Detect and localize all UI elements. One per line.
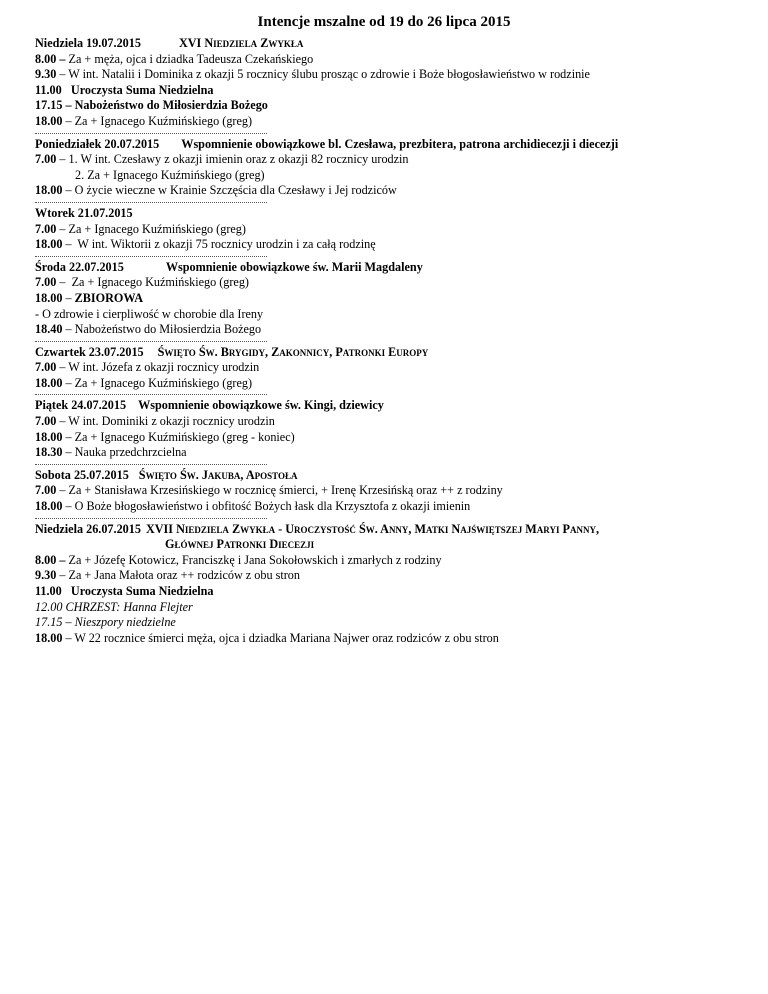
intention-line: 18.00 – O Boże błogosławieństwo i obfitość Bożych łask dla Krzysztofa z okazji imienin bbox=[35, 499, 471, 514]
separator bbox=[35, 394, 267, 395]
intention-line: 18.00 – W int. Wiktorii z okazji 75 rocznicy urodzin i za całą rodzinę bbox=[35, 237, 376, 252]
day-feast: Święto Św. Brygidy, Zakonnicy, Patronki Europy bbox=[157, 344, 429, 359]
day-date: Sobota 25.07.2015 bbox=[35, 467, 129, 482]
day-feast: Wspomnienie obowiązkowe św. Kingi, dziewicy bbox=[138, 398, 384, 413]
separator bbox=[35, 341, 267, 342]
day-date: Piątek 24.07.2015 bbox=[35, 398, 127, 413]
intention-line: 8.00 – Za + Józefę Kotowicz, Franciszkę i Jana Sokołowskich i zmarłych z rodziny bbox=[35, 552, 442, 567]
separator bbox=[35, 202, 267, 203]
intention-line: 18.00 – Za + Ignacego Kuźmińskiego (greg - koniec) bbox=[35, 429, 295, 444]
intention-line: 18.00 – ZBIOROWA bbox=[35, 290, 144, 305]
intention-line: 2. Za + Ignacego Kuźmińskiego (greg) bbox=[75, 167, 265, 182]
day-feast: XVI Niedziela Zwykła bbox=[178, 36, 304, 50]
day-header-tue21: Wtorek 21.07.2015 bbox=[35, 205, 133, 220]
intention-line: 11.00 Uroczysta Suma Niedzielna bbox=[35, 584, 214, 598]
day-date: Środa 22.07.2015 bbox=[35, 259, 124, 274]
intention-line: 9.30 – W int. Natalii i Dominika z okazji 5 rocznicy ślubu prosząc o zdrowie i Boże błogosławieństwo w rodzinie bbox=[35, 67, 590, 82]
day-header-mon20 bbox=[35, 137, 745, 153]
intention-line: 18.00 – W 22 rocznice śmierci męża, ojca i dziadka Mariana Najwer oraz rodziców z obu stron bbox=[35, 630, 499, 645]
intention-line: 18.00 – Za + Ignacego Kuźmińskiego (greg) bbox=[35, 375, 253, 390]
day-feast: Święto Św. Jakuba, Apostoła bbox=[138, 467, 298, 482]
intention-line: 8.00 – Za + męża, ojca i dziadka Tadeusza Czekańskiego bbox=[35, 51, 314, 66]
intention-line: 18.00 – O życie wieczne w Krainie Szczęścia dla Czesławy i Jej rodziców bbox=[35, 183, 397, 198]
day-header-sun26-continued: Głównej Patronki Diecezji bbox=[165, 537, 315, 552]
day-feast: Wspomnienie obowiązkowe bl. Czesława, prezbitera, patrona archidiecezji i diecezji bbox=[181, 136, 619, 151]
day-date: Poniedziałek 20.07.2015 bbox=[35, 136, 160, 151]
day-header-fri24 bbox=[35, 398, 745, 414]
intention-line: - O zdrowie i cierpliwość w chorobie dla Ireny bbox=[35, 306, 264, 321]
intention-line: 17.15 – Nabożeństwo do Miłosierdzia Bożego bbox=[35, 98, 268, 113]
day-header-sat25 bbox=[35, 468, 745, 484]
intentions-list bbox=[35, 36, 745, 646]
intention-line: 7.00 – 1. W int. Czesławy z okazji imienin oraz z okazji 82 rocznicy urodzin bbox=[35, 152, 409, 167]
separator bbox=[35, 464, 267, 465]
day-header-wed22 bbox=[35, 260, 745, 276]
day-feast: XVII Niedziela Zwykła - Uroczystość Św. Anny, Matki Najświętszej Maryi Panny, bbox=[145, 521, 600, 536]
intention-line: 18.00 – Za + Ignacego Kuźmińskiego (greg) bbox=[35, 113, 253, 128]
intention-line: 18.30 – Nauka przedchrzcielna bbox=[35, 445, 187, 460]
intention-line: 11.00 Uroczysta Suma Niedzielna bbox=[35, 82, 214, 97]
day-date: Niedziela 26.07.2015 bbox=[35, 521, 141, 536]
intention-line: 7.00 – W int. Józefa z okazji rocznicy urodzin bbox=[35, 360, 260, 375]
intention-line: 7.00 – Za + Ignacego Kuźmińskiego (greg) bbox=[35, 275, 249, 290]
separator bbox=[35, 256, 267, 257]
intention-line: 7.00 – Za + Stanisława Krzesińskiego w rocznicę śmierci, + Irenę Krzesińską oraz ++ z rodziny bbox=[35, 483, 503, 498]
day-date: Niedziela 19.07.2015 bbox=[35, 36, 141, 50]
intention-line: 9.30 – Za + Jana Małota oraz ++ rodziców z obu stron bbox=[35, 568, 300, 583]
document-title: Intencje mszalne od 19 do 26 lipca 2015 bbox=[257, 14, 511, 30]
day-header-thu23 bbox=[35, 345, 745, 361]
day-header-sun19 bbox=[35, 36, 745, 52]
day-date: Czwartek 23.07.2015 bbox=[35, 344, 144, 359]
day-feast: Wspomnienie obowiązkowe św. Marii Magdaleny bbox=[165, 259, 423, 274]
intention-line: 18.40 – Nabożeństwo do Miłosierdzia Bożego bbox=[35, 322, 262, 337]
intention-line: 7.00 – Za + Ignacego Kuźmińskiego (greg) bbox=[35, 221, 246, 236]
separator bbox=[35, 518, 267, 519]
intention-line: 17.15 – Nieszpory niedzielne bbox=[35, 615, 176, 630]
intention-line: 7.00 – W int. Dominiki z okazji rocznicy urodzin bbox=[35, 414, 275, 429]
intention-line: 12.00 CHRZEST: Hanna Flejter bbox=[35, 599, 193, 614]
day-header-sun26 bbox=[35, 522, 745, 538]
separator bbox=[35, 133, 267, 134]
